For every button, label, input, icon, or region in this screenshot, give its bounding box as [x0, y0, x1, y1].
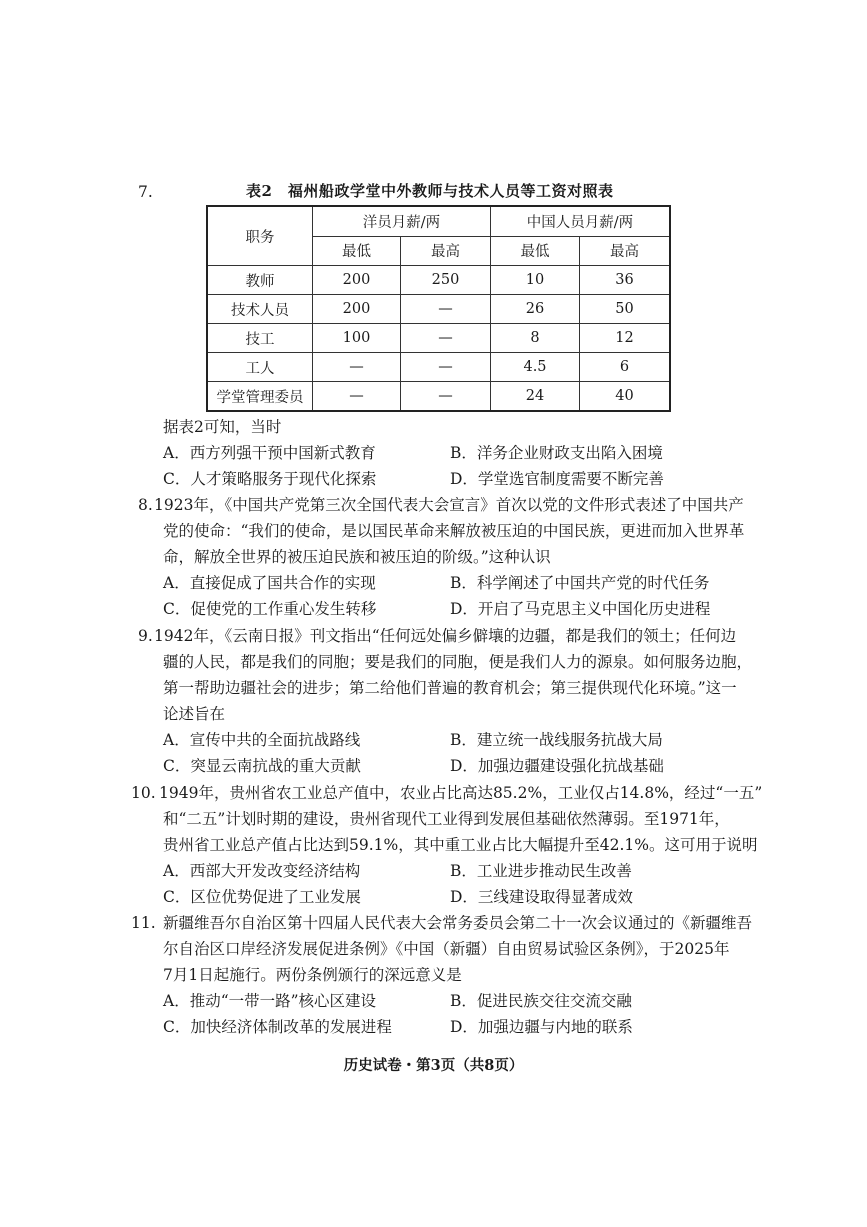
table-cell: 50: [580, 295, 671, 324]
q10-option-c: C．区位优势促进了工业发展: [163, 888, 361, 906]
q9-line-4: 论述旨在: [163, 705, 226, 723]
q10-option-a: A．西部大开发改变经济结构: [163, 862, 361, 880]
table-cell: —: [401, 295, 491, 324]
subheader-chinese-min: 最低: [491, 236, 580, 266]
q11-line-3: 7月1日起施行。两份条例颁行的深远意义是: [163, 966, 462, 984]
q10-line-3: 贵州省工业总产值占比达到59.1%，其中重工业占比大幅提升至42.1%。这可用于说明: [163, 836, 758, 854]
q8-option-c: C．促使党的工作重心发生转移: [163, 600, 377, 618]
table-cell: 6: [580, 353, 671, 382]
q11-option-b: B．促进民族交往交流交融: [450, 992, 632, 1010]
q7-option-c: C．人才策略服务于现代化探索: [163, 470, 377, 488]
subheader-chinese-max: 最高: [580, 236, 671, 266]
q10-line-2: 和“二五”计划时期的建设，贵州省现代工业得到发展但基础依然薄弱。至1971年，: [163, 810, 730, 828]
q9-option-d: D．加强边疆建设强化抗战基础: [450, 757, 664, 775]
q9-option-c: C．突显云南抗战的重大贡献: [163, 757, 361, 775]
q9-line-1: 1942年，《云南日报》刊文指出“任何远处偏乡僻壤的边疆，都是我们的领土；任何边: [154, 627, 737, 645]
table-cell: 12: [580, 324, 671, 353]
header-job: 职务: [207, 206, 313, 266]
subheader-foreign-max: 最高: [401, 236, 491, 266]
q7-option-b: B．洋务企业财政支出陷入困境: [450, 444, 663, 462]
table-row: [207, 382, 670, 412]
table-cell: 8: [491, 324, 580, 353]
q11-option-a: A．推动“一带一路”核心区建设: [163, 992, 377, 1010]
q9-line-2: 疆的人民，都是我们的同胞；要是我们的同胞，便是我们人力的源泉。如何服务边胞，: [163, 653, 753, 671]
table-cell: —: [313, 353, 401, 382]
q11-line-2: 尔自治区口岸经济发展促进条例》《中国（新疆）自由贸易试验区条例》，于2025年: [163, 940, 730, 958]
table-cell: 24: [491, 382, 580, 412]
header-foreign-salary: 洋员月薪/两: [313, 206, 491, 236]
table-cell: 教师: [207, 266, 313, 295]
table-cell: —: [401, 324, 491, 353]
q11-option-c: C．加快经济体制改革的发展进程: [163, 1018, 392, 1036]
header-chinese-salary: 中国人员月薪/两: [491, 206, 671, 236]
table-row: [207, 353, 670, 382]
table-row: [207, 266, 670, 295]
q9-option-a: A．宣传中共的全面抗战路线: [163, 731, 361, 749]
q9-option-b: B．建立统一战线服务抗战大局: [450, 731, 663, 749]
salary-table: [206, 205, 671, 412]
q10-line-1: 1949年，贵州省农工业总产值中，农业占比高达85.2%，工业仅占14.8%，经过“一五”: [159, 784, 763, 802]
q8-line-3: 命，解放全世界的被压迫民族和被压迫的阶级。”这种认识: [163, 548, 551, 566]
table-cell: 200: [313, 295, 401, 324]
q10-number: 10.: [131, 784, 156, 802]
q10-option-d: D．三线建设取得显著成效: [450, 888, 633, 906]
subheader-foreign-min: 最低: [313, 236, 401, 266]
q8-number: 8.: [138, 496, 153, 514]
q11-option-d: D．加强边疆与内地的联系: [450, 1018, 633, 1036]
q7-stem: 据表2可知，当时: [163, 418, 282, 436]
q10-option-b: B．工业进步推动民生改善: [450, 862, 632, 880]
table-cell: 200: [313, 266, 401, 295]
q8-option-d: D．开启了马克思主义中国化历史进程: [450, 600, 711, 618]
q11-number: 11.: [131, 914, 156, 932]
q11-line-1: 新疆维吾尔自治区第十四届人民代表大会常务委员会第二十一次会议通过的《新疆维吾: [163, 914, 753, 932]
q8-option-b: B．科学阐述了中国共产党的时代任务: [450, 574, 710, 592]
q9-line-3: 第一帮助边疆社会的进步；第二给他们普遍的教育机会；第三提供现代化环境。”这一: [163, 679, 737, 697]
q8-option-a: A．直接促成了国共合作的实现: [163, 574, 376, 592]
table-cell: 学堂管理委员: [207, 382, 313, 412]
table-cell: —: [401, 382, 491, 412]
table-cell: 36: [580, 266, 671, 295]
q7-option-a: A．西方列强干预中国新式教育: [163, 444, 376, 462]
table-cell: 技术人员: [207, 295, 313, 324]
table-row: [207, 295, 670, 324]
table-cell: 4.5: [491, 353, 580, 382]
q7-number: 7.: [138, 183, 153, 201]
table-cell: 工人: [207, 353, 313, 382]
table-cell: 100: [313, 324, 401, 353]
table-cell: 技工: [207, 324, 313, 353]
q7-option-d: D．学堂选官制度需要不断完善: [450, 470, 664, 488]
q9-number: 9.: [138, 627, 153, 645]
page-footer: 历史试卷・第3页（共8页）: [343, 1057, 524, 1074]
table-cell: 26: [491, 295, 580, 324]
table-caption: 表2 福州船政学堂中外教师与技术人员等工资对照表: [246, 182, 614, 200]
table-cell: —: [313, 382, 401, 412]
q8-line-1: 1923年，《中国共产党第三次全国代表大会宣言》首次以党的文件形式表述了中国共产: [154, 496, 744, 514]
table-cell: 10: [491, 266, 580, 295]
table-row: [207, 324, 670, 353]
table-cell: 40: [580, 382, 671, 412]
q8-line-2: 党的使命：“我们的使命，是以国民革命来解放被压迫的中国民族，更进而加入世界革: [163, 522, 745, 540]
table-cell: —: [401, 353, 491, 382]
table-cell: 250: [401, 266, 491, 295]
